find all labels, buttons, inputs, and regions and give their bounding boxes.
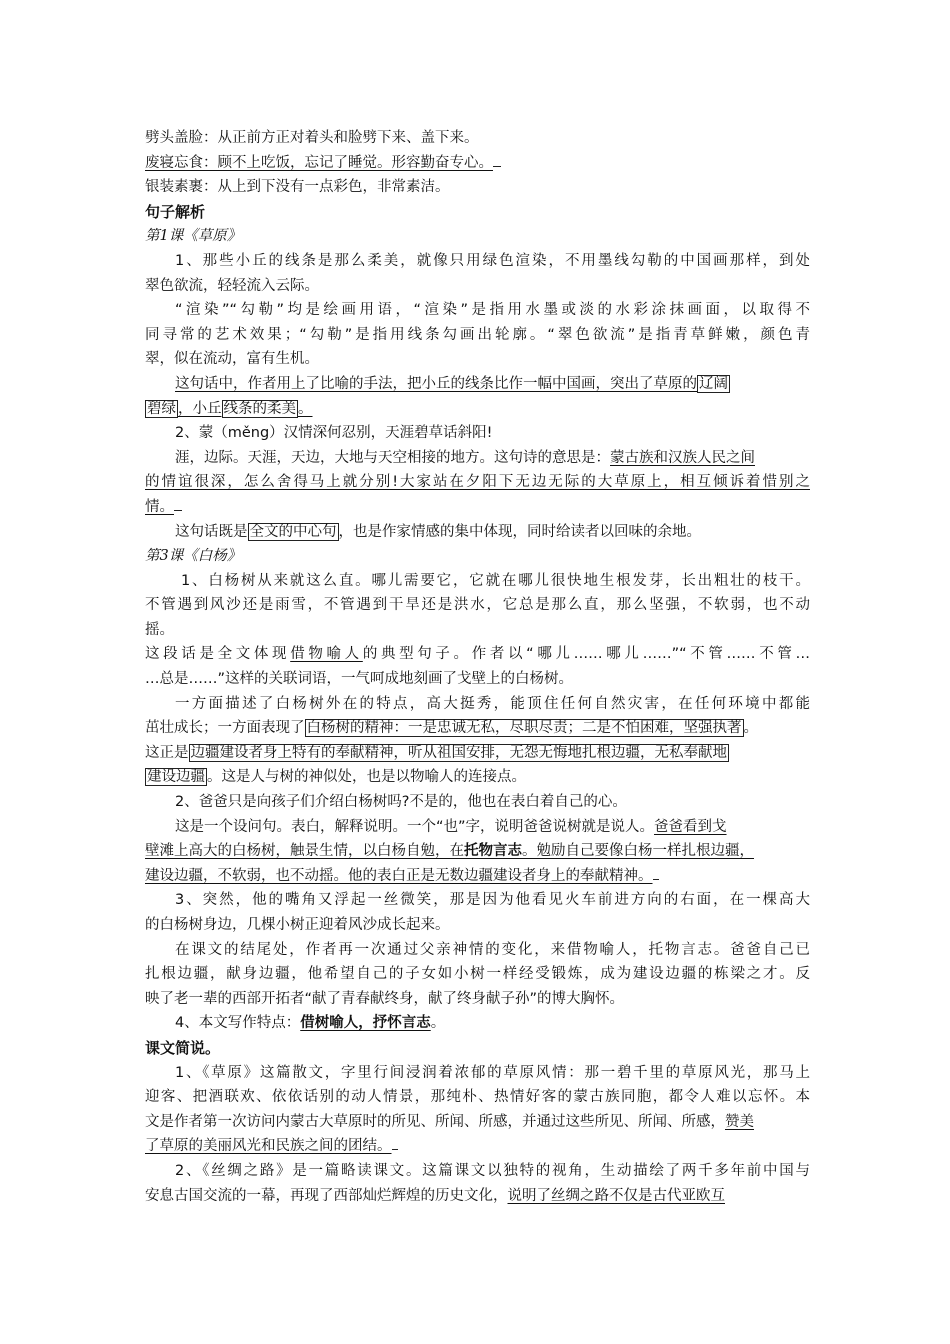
text-line [145,962,810,987]
text-line [145,397,810,422]
text-line [145,1184,810,1209]
text-span: 。这是人与树的神似处，也是以物喻人的连接点。 [207,769,526,786]
text-span: 映了老一辈的西部开拓者“献了青春献终身，献了终身献子孙”的博大胸怀。 [145,990,625,1007]
underlined-text: 了草原的美丽风光和民族之间的团结。 [145,1138,392,1155]
text-span: 2、爸爸只是向孩子们介绍白杨树吗?不是的，他也在表白着自己的心。 [175,794,627,811]
text-span: 的典型句子。作者以“哪儿……哪儿……”“不管……不管… [362,646,810,663]
text-line [145,716,810,741]
text-span: “渲染”“勾勒”均是绘画用语，“渲染”是指用水墨或淡的水彩涂抹画面，以取得不 [175,302,810,319]
text-span: 2、蒙（měng）汉情深何忍别，天涯碧草话斜阳! [175,425,493,442]
underlined-text: 赞美 [725,1113,754,1130]
text-span: 安息古国交流的一幕，再现了西部灿烂辉煌的历史文化， [145,1187,508,1204]
text-line [145,446,810,471]
text-line [145,618,810,643]
text-span: 1、那些小丘的线条是那么柔美，就像只用绿色渲染，不用墨线勾勒的中国画那样，到处 [175,252,810,269]
text-line [145,667,810,692]
text-span: 1、白杨树从来就这么直。哪儿需要它，它就在哪儿很快地生根发芽，长出粗壮的枝干。 [181,572,810,589]
underline-trail [493,152,501,167]
text-span: 同寻常的艺术效果；“勾勒”是指用线条勾画出轮廓。“翠色欲流”是指青草鲜嫩，颜色青 [145,326,810,343]
underlined-text: 说明了丝绸之路不仅是古代亚欧互 [507,1187,725,1204]
text-span: 的白杨树身边，几棵小树正迎着风沙成长起来。 [145,917,450,933]
text-line [145,569,810,594]
text-line [145,151,810,176]
text-span: 文是作者第一次访问内蒙古大草原时的所见、所闻、所感，并通过这些所见、所闻、所感， [145,1113,725,1130]
text-line [145,790,810,815]
text-line [145,520,810,545]
underline-trail [653,865,659,880]
section-heading [145,1036,810,1061]
boxed-text: 碧绿 [147,400,176,417]
text-line [145,938,810,963]
text-span: 这段话是全文体现 [145,646,291,663]
text-span: 不管遇到风沙还是雨雪，不管遇到干旱还是洪水，它总是那么直，那么坚强，不软弱，也不动 [145,597,810,614]
boxed-text: 白杨树的精神：一是忠诚无私，尽职尽责；二是不怕困难，坚强执著 [306,720,742,737]
text-span: 翠，似在流动，富有生机。 [145,351,319,368]
text-line [145,692,810,717]
text-line [145,470,810,495]
boxed-text: 边疆建设者身上特有的奉献精神，听从祖国安排，无怨无悔地扎根边疆，无私奉献地 [190,744,727,761]
text-line [145,298,810,323]
text-line [145,1159,810,1184]
text-span: 翠色欲流，轻轻流入云际。 [145,277,319,294]
underlined-text: 这句话中，作者用上了比喻的手法，把小丘的线条比作一幅中国画，突出了草原的 [175,375,697,392]
boxed-text: 线条的柔美 [223,400,296,417]
heading-text: 课文简说。 [145,1038,221,1057]
underline-trail [174,496,182,511]
text-line [145,495,810,520]
text-span: 银装素裹：从上到下没有一点彩色，非常素洁。 [145,179,450,196]
text-line [145,126,810,151]
lesson-title-text: 第1课《草原》 [145,228,242,245]
text-span: 这是一个设问句。表白，解释说明。一个“也”字，说明爸爸说树就是说人。 [175,818,655,835]
boxed-text: 建设边疆 [147,769,205,786]
text-line [145,593,810,618]
underlined-text: 建设边疆，不软弱，也不动摇。他的表白正是无数边疆建设者身上的奉献精神。 [145,867,653,884]
document-page [145,126,810,1208]
underlined-text: 废寝忘食：顾不上吃饭，忘记了睡觉。形容勤奋专心。 [145,154,493,171]
text-span: 这正是 [145,744,189,761]
text-span: 劈头盖脸：从正前方正对着头和脸劈下来、盖下来。 [145,130,479,146]
lesson-title [145,544,810,569]
text-span: 这句话既是 [175,523,248,540]
text-line [145,323,810,348]
text-line [145,839,810,864]
text-line [145,913,810,938]
text-span: 扎根边疆，献身边疆，他希望自己的子女如小树一样经受锻炼，成为建设边疆的栋梁之才。反 [145,966,810,983]
text-line [145,372,810,397]
text-line [145,741,810,766]
text-span: 。 [743,720,758,737]
text-line [145,888,810,913]
text-span: 3、突然，他的嘴角又浮起一丝微笑，那是因为他看见火车前进方向的右面，在一棵高大 [175,892,810,909]
underlined-text: ，小丘 [178,400,222,417]
underlined-text: 借物喻人 [290,646,363,663]
text-span: 迎客、把酒联欢、依依话别的动人情景，那纯朴、热情好客的蒙古族同胞，都令人难以忘怀。本 [145,1089,810,1106]
text-span: 茁壮成长；一方面表现了 [145,720,305,737]
text-line [145,274,810,299]
text-line [145,815,810,840]
text-line [145,1061,810,1086]
underlined-text: 壁滩上高大的白杨树，触景生情，以白杨自勉，在 [145,843,464,860]
text-line [145,1011,810,1036]
underline-trail [392,1135,398,1150]
section-heading [145,200,810,225]
underlined-text: 情。 [145,498,174,515]
text-span: 2、《丝绸之路》是一篇略读课文。这篇课文以独特的视角，生动描绘了两千多年前中国与 [175,1162,810,1179]
underlined-text: 。勉励自己要像白杨一样扎根边疆， [522,843,754,860]
text-line [145,1085,810,1110]
text-line [145,987,810,1012]
underlined-text: 。 [298,400,313,417]
bold-underlined-text: 借树喻人，抒怀言志 [300,1015,431,1032]
text-span: 涯，边际。天涯，天边，大地与天空相接的地方。这句诗的意思是： [175,449,610,466]
text-line [145,765,810,790]
text-span: 在课文的结尾处，作者再一次通过父亲神情的变化，来借物喻人，托物言志。爸爸自己已 [175,941,810,958]
boxed-text: 辽阔 [699,375,728,392]
text-line [145,864,810,889]
text-line [145,1134,810,1159]
text-line [145,1110,810,1135]
underlined-text: 蒙古族和汉族人民之间 [610,449,755,466]
text-span: 摇。 [145,621,174,638]
text-line [145,347,810,372]
lesson-title [145,224,810,249]
underlined-text: 的情谊很深，怎么舍得马上就分别!大家站在夕阳下无边无际的大草原上，相互倾诉着惜别之 [145,474,810,491]
text-span: 4、本文写作特点： [175,1015,301,1032]
text-span: 。 [430,1015,446,1032]
text-span: ，也是作家情感的集中体现，同时给读者以回味的余地。 [338,523,701,540]
text-line [145,175,810,200]
lesson-title-text: 第3课《白杨》 [145,548,242,565]
text-span: 一方面描述了白杨树外在的特点，高大挺秀，能顶住任何自然灾害，在任何环境中都能 [175,695,810,712]
boxed-text: 全文的中心句 [249,523,337,540]
bold-underlined-text: 托物言志 [464,843,522,860]
text-line [145,421,810,446]
underlined-text: 爸爸看到戈 [654,818,727,835]
text-span: 1、《草原》这篇散文，字里行间浸润着浓郁的草原风情：那一碧千里的草原风光，那马上 [175,1064,810,1081]
text-line [145,642,810,667]
text-span: …总是……”这样的关联词语，一气呵成地刻画了戈壁上的白杨树。 [145,671,574,688]
text-line [145,249,810,274]
heading-text: 句子解析 [145,202,206,221]
